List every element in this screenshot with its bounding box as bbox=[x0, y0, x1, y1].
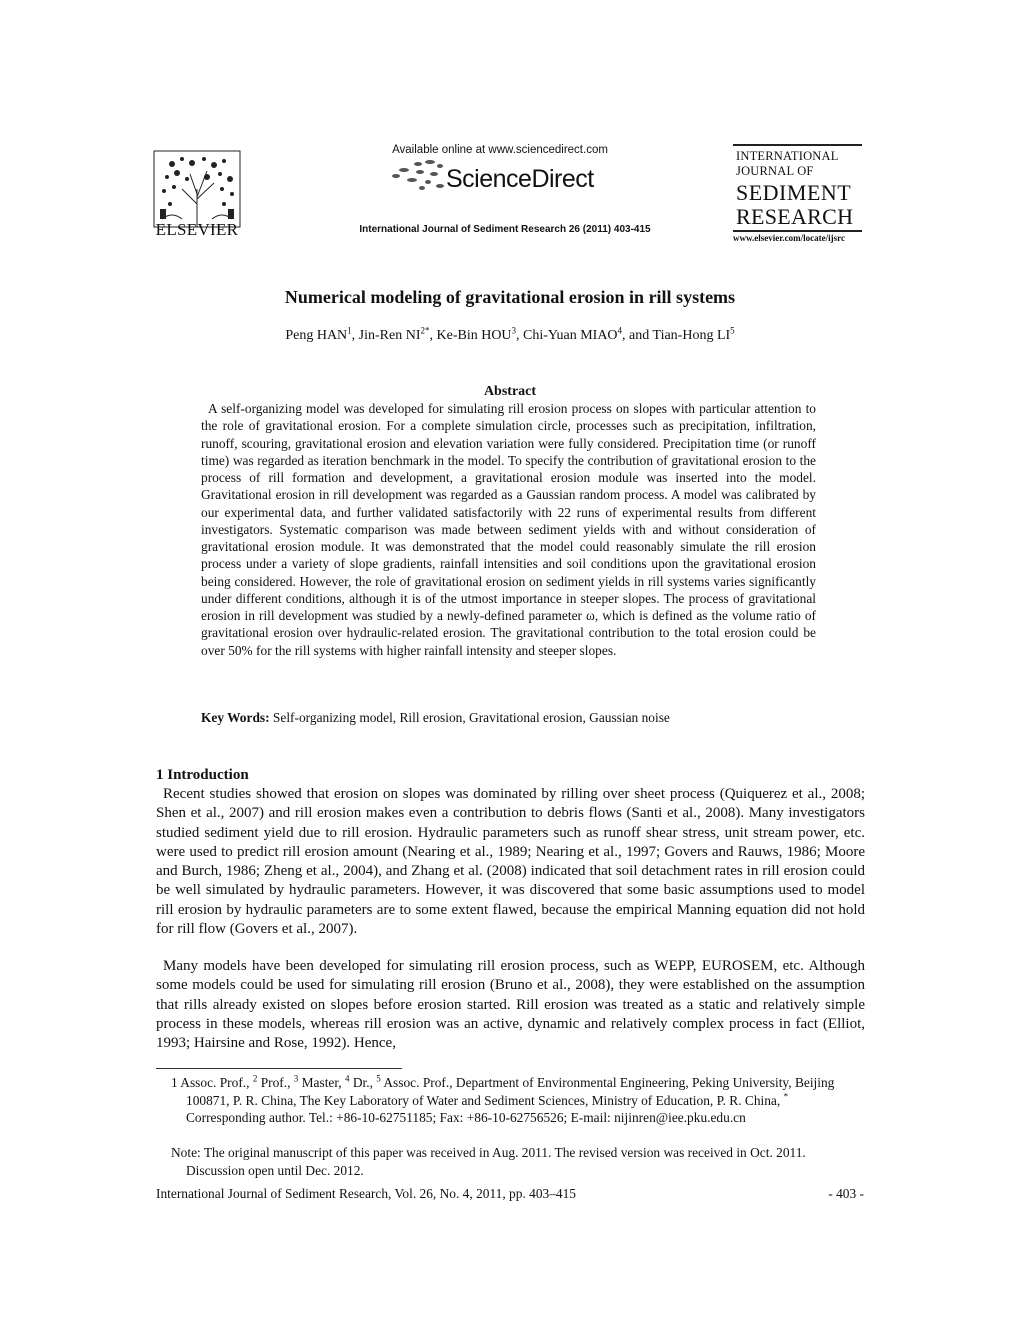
author-affiliation-mark: 1 bbox=[347, 325, 352, 336]
author-affiliation-mark: 4 bbox=[617, 325, 623, 336]
sciencedirect-dots-icon bbox=[390, 158, 446, 192]
author-separator: , bbox=[429, 328, 437, 343]
author-name: Jin-Ren NI bbox=[358, 328, 421, 343]
footnote-marker: 4 bbox=[345, 1073, 350, 1084]
available-online-text: Available online at www.sciencedirect.com bbox=[392, 144, 608, 156]
abstract-heading: Abstract bbox=[483, 384, 537, 399]
author-name: Peng HAN bbox=[285, 328, 348, 343]
footnote-affil-part: Dr., bbox=[349, 1075, 377, 1090]
author-separator: , bbox=[516, 328, 524, 343]
footnote-marker: 2 bbox=[252, 1073, 258, 1084]
author-separator: , bbox=[351, 328, 359, 343]
author-affiliation-mark: 2* bbox=[420, 325, 430, 336]
footnote-affil-part: Master, bbox=[298, 1075, 345, 1090]
journal-logo-bottom-rule bbox=[733, 230, 862, 232]
footnote-marker: 5 bbox=[376, 1073, 381, 1084]
page-number: - 403 - bbox=[828, 1186, 864, 1201]
section-heading-introduction: 1 Introduction bbox=[156, 767, 249, 783]
elsevier-wordmark: ELSEVIER bbox=[155, 220, 239, 239]
journal-url: www.elsevier.com/locate/ijsrc bbox=[733, 233, 845, 243]
sciencedirect-wordmark: ScienceDirect bbox=[446, 165, 594, 193]
abstract-text: A self-organizing model was developed for simulating rill erosion process on slopes with particular attention to the role of gravitational erosion. For a complete simulation circle, processes such as precipitation, infiltration, runoff, scouring, gravitational erosion and elevation variation were fully considered. Precipitation time (or runoff time) was regarded as iteration benchmark in the model. To specify the contribution of gravitational erosion to the process of rill formation and development, a gravitational erosion module was inserted into the model. Gravitational erosion in rill development was regarded as a Gaussian random process. A model was calibrated by our experimental data, and further validated satisfactorily with 22 runs of experimental results from different investigators. Systematic comparison was made between sediment yields with and without consideration of gravitational erosion module. It was demonstrated that the model could reasonably simulate the rill erosion process under a variety of slope gradients, rainfall intensities and soil conditions upon the gravitational erosion being considered. However, the role of gravitational erosion on sediment yields in rill systems varies significantly under different conditions, although it is of the utmost importance in steeper slopes. The process of gravitational erosion in rill development was studied by a newly-defined parameter ω, which is defined as the volume ratio of gravitational erosion over hydraulic-related erosion. The gravitational contribution to the total erosion could be over 50% for the rill systems with higher rainfall intensity and steeper slopes. bbox=[201, 401, 816, 658]
keywords-list: Self-organizing model, Rill erosion, Gravitational erosion, Gaussian noise bbox=[269, 710, 670, 725]
journal-logo-line4: RESEARCH bbox=[736, 204, 854, 229]
author-affiliation-mark: 3 bbox=[511, 325, 517, 336]
author-name: Tian-Hong LI bbox=[652, 328, 731, 343]
intro-paragraph-1: Recent studies showed that erosion on slopes was dominated by rilling over sheet process (Quiquerez et al., 2008; Shen et al., 2007) and rill erosion makes even a contribution to debris flows (Santi et al., 2008). Many investigators studied sediment yield due to rill erosion. Hydraulic parameters such as runoff shear stress, unit stream power, etc. were used to predict rill erosion amount (Nearing et al., 1989; Nearing et al., 1997; Govers and Rauws, 1986; Moore and Burch, 1986; Zheng et al., 2004), and Zhang et al. (2008) indicated that soil detachment rates in rill erosion could be well simulated by hydraulic parameters. However, it was discovered that some basic assumptions used to model rill erosion by hydraulic parameters are to some extent flawed, because the empirical Manning equation did not hold for rill flow (Govers et al., 2007). bbox=[156, 786, 865, 937]
journal-logo-top-rule bbox=[733, 144, 862, 146]
journal-logo-line2: JOURNAL OF bbox=[736, 164, 814, 178]
author-name: Chi-Yuan MIAO bbox=[523, 328, 618, 343]
journal-citation-line: International Journal of Sediment Research 26 (2011) 403-415 bbox=[359, 224, 651, 235]
author-name: Ke-Bin HOU bbox=[436, 328, 512, 343]
footnote-affil-part: Assoc. Prof., Department of Environmental Engineering, Peking University, Beijing 100871, P. R. China, The Key Laboratory of Water and Sediment Sciences, Ministry of Education, P. R. China, bbox=[186, 1075, 835, 1108]
author-separator: , and bbox=[622, 328, 653, 343]
footnote-affiliations bbox=[171, 1074, 856, 1127]
journal-logo-line1: INTERNATIONAL bbox=[736, 149, 839, 163]
footnote-rule bbox=[156, 1068, 402, 1069]
paper-title: Numerical modeling of gravitational erosion in rill systems bbox=[284, 287, 736, 307]
footnote-affil-part: Prof., bbox=[257, 1075, 294, 1090]
footnote-marker: 3 bbox=[293, 1073, 299, 1084]
author-list bbox=[0, 326, 1020, 346]
journal-logo-line3: SEDIMENT bbox=[736, 180, 852, 205]
footnote-received-note: Note: The original manuscript of this paper was received in Aug. 2011. The revised version was received in Oct. 2011. Discussion open until Dec. 2012. bbox=[171, 1145, 806, 1178]
footnote-marker: * bbox=[783, 1091, 789, 1102]
intro-paragraph-2: Many models have been developed for simulating rill erosion process, such as WEPP, EUROSEM, etc. Although some models could be used for simulating rill erosion (Bruno et al., 2008), they were established on the assumption that rills already existed on slopes before erosion started. Rill erosion was treated as a static and relatively simple process in these models, whereas rill erosion was an active, dynamic and relatively complex process in fact (Elliot, 1993; Hairsine and Rose, 1992). Hence, bbox=[156, 958, 865, 1051]
author-affiliation-mark: 5 bbox=[730, 325, 735, 336]
keywords-label: Key Words: bbox=[201, 710, 270, 725]
keywords bbox=[201, 709, 816, 726]
footnote-affil-part: 1 Assoc. Prof., bbox=[171, 1075, 253, 1090]
footer-journal-reference: International Journal of Sediment Research, Vol. 26, No. 4, 2011, pp. 403–415 bbox=[156, 1186, 577, 1201]
footnote-affil-part: Corresponding author. Tel.: +86-10-62751185; Fax: +86-10-62756526; E-mail: nijinren@iee.pku.edu.cn bbox=[186, 1110, 746, 1125]
